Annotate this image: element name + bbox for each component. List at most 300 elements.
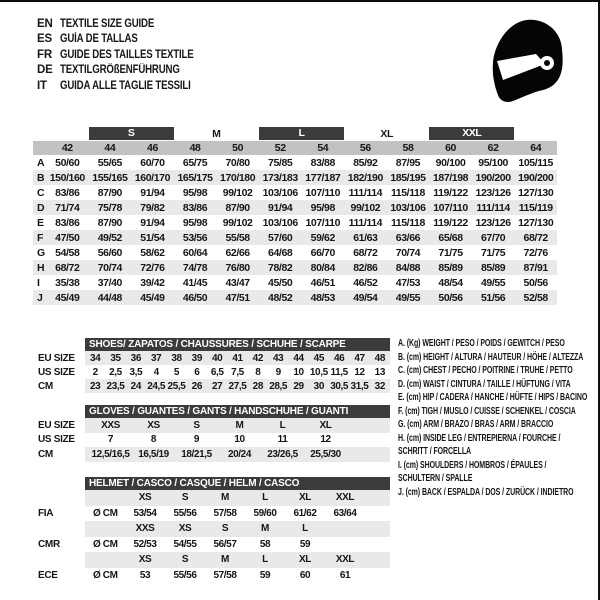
helmet-size-cell: S	[181, 492, 189, 504]
size-value-cell: 115/119	[518, 201, 553, 214]
size-cell: 46	[334, 352, 345, 364]
helmet-value-cell: 61/62	[293, 507, 317, 519]
diameter-unit: Ø CM	[93, 507, 118, 519]
size-value-cell: 70/74	[97, 261, 122, 274]
size-cell: 27,5	[228, 380, 247, 392]
size-group-label: XL	[380, 127, 393, 140]
size-value-cell: 99/102	[350, 201, 381, 214]
size-value-cell: 65/68	[438, 231, 463, 244]
language-row	[37, 32, 219, 48]
size-value-cell: 105/115	[518, 156, 553, 169]
helmet-size-cell: S	[221, 523, 229, 535]
size-value-cell: 85/89	[438, 261, 463, 274]
measurement-row	[33, 245, 557, 260]
size-value-cell: 107/110	[305, 186, 341, 199]
size-value-cell: 187/198	[432, 171, 469, 184]
size-value-cell: 99/102	[222, 186, 253, 199]
size-header-cell: 56	[359, 142, 371, 154]
helmet-rows	[38, 490, 390, 583]
row-values	[85, 418, 390, 433]
size-cell: 11	[277, 434, 288, 446]
size-group-row	[33, 127, 557, 140]
size-value-cell: 54/58	[55, 246, 80, 259]
helmet-value-cell: 54/55	[173, 538, 197, 550]
size-value-cell: 127/130	[518, 186, 554, 199]
size-cell: XS	[147, 419, 160, 431]
size-cell: 40	[212, 352, 223, 364]
size-value-cell: 170/180	[220, 171, 256, 184]
row-values	[85, 365, 390, 379]
size-header-cell: 62	[487, 142, 499, 154]
row-label: US SIZE	[38, 366, 75, 378]
size-cell: 25,5	[167, 380, 186, 392]
language-title: TEXTILGRÖßENFÜHRUNG	[60, 64, 180, 77]
size-value-cell: 50/56	[438, 291, 463, 304]
size-cell: 12	[354, 366, 365, 378]
size-cell: 41	[232, 352, 243, 364]
size-cell: 6	[194, 366, 200, 378]
helmet-size-cell: XXL	[335, 554, 355, 566]
size-cell: 37	[151, 352, 162, 364]
row-values	[85, 490, 390, 506]
helmet-value-cell: 59	[299, 538, 311, 550]
size-cell: 23/26,5	[267, 448, 298, 460]
size-cell: 2,5	[109, 366, 122, 378]
helmet-value-row	[38, 537, 390, 553]
size-value-cell: 123/126	[475, 216, 511, 229]
helmet-size-cell: L	[262, 554, 268, 566]
size-value-cell: 90/100	[435, 156, 466, 169]
standard-label: ECE	[38, 569, 58, 581]
legend-line: G. (cm) ARM / BRAZO / BRAS / ARM / BRACCIO	[398, 419, 554, 430]
size-cell: 26	[191, 380, 202, 392]
measurement-row	[33, 185, 557, 200]
size-value-cell: 64/68	[268, 246, 293, 259]
size-value-cell: 91/94	[140, 186, 165, 199]
size-cell: 45	[313, 352, 324, 364]
size-value-cell: 61/63	[353, 231, 378, 244]
row-label: EU SIZE	[38, 419, 75, 431]
size-row	[38, 379, 390, 393]
main-size-table	[33, 127, 557, 305]
size-value-cell: 66/70	[310, 246, 335, 259]
helmet-value-cell: 59	[259, 569, 271, 581]
helmet-size-row	[38, 490, 390, 506]
size-value-cell: 123/126	[475, 186, 511, 199]
size-value-cell: 84/88	[395, 261, 421, 274]
size-cell: 34	[90, 352, 101, 364]
helmet-size-cell: XS	[178, 523, 192, 535]
size-value-cell: 45/49	[55, 291, 80, 304]
language-code: DE	[37, 64, 53, 77]
size-value-cell: 50/60	[55, 156, 80, 169]
size-value-cell: 103/106	[262, 186, 298, 199]
size-cell: 13	[374, 366, 385, 378]
language-code: ES	[37, 33, 52, 46]
size-value-cell: 87/91	[523, 261, 548, 274]
size-value-cell: 45/50	[268, 276, 293, 289]
row-label: EU SIZE	[38, 352, 75, 364]
size-value-cell: 48/52	[268, 291, 293, 304]
helmet-size-row	[38, 521, 390, 537]
size-value-cell: 48/54	[438, 276, 463, 289]
measurement-row	[33, 200, 557, 215]
legend-line: C. (cm) CHEST / PECHO / POITRINE / TRUHE / PETTO	[398, 365, 573, 376]
size-value-cell: 95/98	[310, 201, 335, 214]
size-value-cell: 44/48	[97, 291, 122, 304]
shoes-title: SHOES/ ZAPATOS / CHAUSSURES / SCHUHE / SCARPE	[85, 338, 390, 351]
size-value-cell: 71/75	[438, 246, 463, 259]
size-value-cell: 57/60	[268, 231, 293, 244]
size-value-cell: 52/58	[523, 291, 548, 304]
measurement-row	[33, 230, 557, 245]
size-cell: M	[235, 419, 244, 431]
size-value-cell: 107/110	[305, 216, 341, 229]
size-value-cell: 55/65	[97, 156, 122, 169]
measurement-row	[33, 290, 557, 305]
gloves-section	[38, 405, 390, 462]
size-cell: 23,5	[106, 380, 125, 392]
legend-line: SCHRITT / FORCELLA	[398, 446, 472, 457]
size-value-cell: 41/45	[182, 276, 208, 289]
shoes-rows	[38, 351, 390, 393]
helmet-size-cell: XL	[299, 554, 311, 566]
helmet-size-cell: XS	[138, 554, 152, 566]
row-values	[85, 447, 390, 462]
diameter-unit: Ø CM	[93, 538, 118, 550]
gloves-rows	[38, 418, 390, 462]
size-cell: 9	[275, 366, 281, 378]
measurement-row-label: B	[37, 171, 45, 184]
size-value-cell: 35/38	[55, 276, 80, 289]
size-header-cell: 46	[147, 142, 158, 154]
measurement-row	[33, 260, 557, 275]
language-title: TEXTILE SIZE GUIDE	[60, 17, 155, 30]
language-code: IT	[37, 79, 47, 92]
legend-line: J. (cm) BACK / ESPALDA / DOS / ZURÜCK / INDIETRO	[398, 486, 574, 498]
row-label	[38, 521, 85, 537]
size-group-label: M	[212, 127, 221, 140]
size-value-cell: 182/190	[347, 171, 383, 184]
size-group-label: S	[89, 127, 174, 140]
size-value-cell: 83/88	[310, 156, 335, 169]
helmet-title: HELMET / CASCO / CASQUE / HELM / CASCO	[85, 477, 390, 490]
size-value-cell: 119/122	[433, 186, 468, 199]
size-cell: 24	[130, 380, 141, 392]
size-cell: 3,5	[129, 366, 143, 378]
size-value-cell: 60/70	[140, 156, 165, 169]
size-value-cell: 185/195	[390, 171, 426, 184]
language-row	[37, 47, 219, 63]
size-cell: 43	[273, 352, 284, 364]
size-value-cell: 68/72	[55, 261, 80, 274]
helmet-value-cell: 57/58	[213, 569, 237, 581]
size-header-cell: 52	[274, 142, 286, 154]
size-cell: 2	[92, 366, 98, 378]
size-value-cell: 99/102	[222, 216, 253, 229]
size-cell: 36	[130, 352, 141, 364]
size-value-cell: 95/100	[478, 156, 508, 169]
measurement-row	[33, 170, 557, 185]
language-title: GUIDA ALLE TAGLIE TESSILI	[60, 79, 191, 92]
helmet-value-cell: 53/54	[133, 507, 157, 519]
size-value-cell: 49/52	[97, 231, 122, 244]
row-values	[85, 568, 390, 584]
size-value-cell: 70/80	[225, 156, 250, 169]
legend-line: F. (cm) TIGH / MUSLO / CUISSE / SCHENKEL / COSCIA	[398, 405, 576, 417]
legend-line: A. (Kg) WEIGHT / PESO / POIDS / GEWITCH / PESO	[398, 338, 565, 349]
size-cell: 12,5/16,5	[91, 448, 130, 460]
measurement-row	[33, 155, 557, 170]
helmet-value-cell: 55/56	[173, 569, 197, 581]
language-code: FR	[37, 48, 52, 61]
size-value-cell: 46/51	[310, 276, 335, 289]
size-value-cell: 67/70	[480, 231, 506, 244]
size-value-cell: 165/175	[177, 171, 213, 184]
size-value-cell: 155/165	[92, 171, 128, 184]
size-row	[38, 418, 390, 433]
size-value-cell: 37/40	[97, 276, 122, 289]
size-header-cell: 58	[402, 142, 414, 154]
measurement-row-label: A	[37, 156, 45, 169]
size-cell: 20/24	[227, 448, 252, 460]
size-value-cell: 68/72	[353, 246, 378, 259]
size-value-cell: 49/54	[353, 291, 378, 304]
helmet-size-cell: L	[262, 492, 268, 504]
size-value-cell: 39/42	[140, 276, 165, 289]
size-header-cell: 48	[189, 142, 201, 154]
size-value-cell: 111/114	[348, 216, 383, 229]
helmet-value-cell: 56/57	[213, 538, 237, 550]
size-value-cell: 76/80	[225, 261, 250, 274]
measurement-row-label: D	[37, 201, 45, 214]
size-value-cell: 75/78	[97, 201, 122, 214]
size-value-cell: 111/114	[348, 186, 383, 199]
size-value-cell: 72/76	[140, 261, 165, 274]
size-group-label: L	[259, 127, 344, 140]
size-value-cell: 74/78	[182, 261, 208, 274]
language-title: GUIDE DES TAILLES TEXTILE	[60, 48, 194, 61]
size-cell: 16,5/19	[138, 448, 169, 460]
size-value-cell: 173/183	[262, 171, 298, 184]
size-value-cell: 55/58	[225, 231, 250, 244]
helmet-value-cell: 52/53	[133, 538, 157, 550]
size-value-cell: 177/187	[305, 171, 341, 184]
legend-line: E. (cm) HIP / CADERA / HANCHE / HÜFTE / HIPS / BACINO	[398, 392, 588, 403]
helmet-size-row	[38, 552, 390, 568]
size-value-cell: 103/106	[390, 201, 426, 214]
size-value-cell: 43/47	[225, 276, 250, 289]
size-cell: 7,5	[231, 366, 244, 378]
size-value-cell: 62/66	[225, 246, 250, 259]
size-header-cell: 64	[530, 142, 542, 154]
size-cell: 39	[191, 352, 202, 364]
size-value-cell: 95/98	[182, 186, 208, 199]
size-cell: 7	[107, 434, 114, 446]
size-value-cell: 46/50	[182, 291, 208, 304]
size-row	[38, 447, 390, 462]
size-value-cell: 87/90	[97, 216, 122, 229]
size-value-cell: 47/50	[55, 231, 80, 244]
legend-line: H. (cm) INSIDE LEG / ENTREPIERNA / FOURCHE /	[398, 432, 561, 444]
measurement-row-label: E	[37, 216, 44, 229]
size-cell: 4	[153, 366, 159, 378]
helmet-size-cell: M	[221, 492, 229, 504]
size-value-cell: 65/75	[182, 156, 208, 169]
measurement-row-label: C	[37, 186, 45, 199]
size-value-cell: 103/106	[262, 216, 298, 229]
diameter-unit: Ø CM	[93, 569, 118, 581]
size-header-cell: 44	[104, 142, 116, 154]
size-cell: 28,5	[269, 380, 288, 392]
size-cell: XL	[319, 419, 332, 431]
size-cell: 25,5/30	[310, 448, 341, 460]
row-values	[85, 379, 390, 393]
helmet-section	[38, 477, 390, 583]
helmet-value-cell: 57/58	[213, 507, 237, 519]
size-value-cell: 63/66	[395, 231, 421, 244]
size-value-cell: 53/56	[182, 231, 208, 244]
row-label	[38, 490, 85, 506]
measurement-row-label: G	[37, 246, 45, 259]
size-cell: 6,5	[210, 366, 224, 378]
helmet-size-cell: XS	[138, 492, 152, 504]
size-cell: 38	[171, 352, 182, 364]
size-value-cell: 71/74	[55, 201, 80, 214]
size-cell: XXS	[101, 419, 120, 431]
size-value-cell: 91/94	[140, 216, 165, 229]
helmet-value-cell: 60	[299, 569, 311, 581]
row-label: US SIZE	[38, 434, 75, 446]
row-label: CM	[38, 448, 53, 460]
size-value-cell: 45/49	[140, 291, 165, 304]
legend-line: SCHULTERN / SPALLE	[398, 473, 473, 484]
size-value-cell: 59/62	[310, 231, 335, 244]
measurement-row	[33, 215, 557, 230]
size-cell: 24,5	[147, 380, 166, 392]
language-title: GUÍA DE TALLAS	[60, 33, 138, 46]
size-value-cell: 190/200	[518, 171, 554, 184]
size-value-cell: 119/122	[433, 216, 468, 229]
helmet-value-cell: 58	[259, 538, 271, 550]
size-cell: 44	[293, 352, 304, 364]
size-row	[38, 351, 390, 365]
size-cell: 18/21,5	[181, 448, 212, 460]
standard-label: FIA	[38, 507, 54, 519]
row-values	[85, 537, 390, 553]
size-value-cell: 83/86	[55, 186, 80, 199]
size-cell: 27	[212, 380, 223, 392]
measurement-row-label: J	[37, 291, 43, 304]
legend-line: B. (cm) HEIGHT / ALTURA / HAUTEUR / HÖHE / ALTEZZA	[398, 351, 584, 363]
legend-line: D. (cm) WAIST / CINTURA / TAILLE / HÜFTUNG / VITA	[398, 378, 571, 390]
helmet-size-cell: M	[261, 523, 269, 535]
size-cell: 29	[293, 380, 304, 392]
helmet-size-cell: S	[181, 554, 189, 566]
size-cell: 31,5	[350, 380, 369, 392]
size-value-cell: 51/54	[140, 231, 165, 244]
size-value-cell: 107/110	[433, 201, 468, 214]
size-cell: 35	[110, 352, 121, 364]
size-value-cell: 48/53	[310, 291, 335, 304]
size-value-cell: 51/56	[480, 291, 506, 304]
size-value-cell: 91/94	[268, 201, 293, 214]
size-cell: 30,5	[330, 380, 349, 392]
size-cell: L	[279, 419, 286, 431]
size-value-cell: 87/90	[97, 186, 122, 199]
size-cell: 47	[354, 352, 365, 364]
gloves-title: GLOVES / GUANTES / GANTS / HANDSCHUHE / GUANTI	[85, 405, 390, 418]
helmet-value-cell: 53	[139, 569, 151, 581]
size-value-cell: 111/114	[476, 201, 510, 214]
size-cell: 42	[252, 352, 263, 364]
row-label	[38, 552, 85, 568]
language-row	[37, 78, 219, 94]
size-cell: 10	[234, 434, 245, 446]
size-value-cell: 87/90	[225, 201, 250, 214]
row-label: CM	[38, 380, 53, 392]
top-border	[0, 0, 600, 2]
language-list	[37, 16, 219, 94]
size-header-cell: 42	[61, 142, 73, 154]
size-group-label: XXL	[429, 127, 514, 140]
size-cell: 9	[193, 434, 200, 446]
measurement-row-label: H	[37, 261, 45, 274]
size-value-cell: 49/55	[480, 276, 506, 289]
helmet-size-cell: M	[221, 554, 229, 566]
size-value-cell: 78/82	[268, 261, 293, 274]
size-value-cell: 115/118	[390, 186, 425, 199]
size-value-cell: 95/98	[182, 216, 208, 229]
size-cell: 48	[374, 352, 385, 364]
row-values	[85, 433, 390, 448]
helmet-value-cell: 61	[339, 569, 351, 581]
row-values	[85, 351, 390, 365]
size-row	[38, 433, 390, 448]
size-cell: S	[193, 419, 200, 431]
size-value-cell: 75/85	[268, 156, 293, 169]
racing-helmet-icon	[491, 17, 563, 103]
shoes-section	[38, 338, 390, 393]
size-value-cell: 47/51	[225, 291, 250, 304]
size-value-cell: 56/60	[97, 246, 122, 259]
size-value-cell: 85/89	[480, 261, 506, 274]
size-value-cell: 80/84	[310, 261, 335, 274]
row-values	[85, 521, 390, 537]
size-header-cell: 50	[232, 142, 244, 154]
size-value-cell: 190/200	[475, 171, 511, 184]
size-value-cell: 70/74	[395, 246, 421, 259]
standard-label: CMR	[38, 538, 60, 550]
helmet-size-cell: L	[302, 523, 308, 535]
size-value-cell: 49/55	[395, 291, 421, 304]
helmet-size-cell: XL	[299, 492, 311, 504]
language-row	[37, 63, 219, 79]
row-values	[85, 506, 390, 522]
helmet-value-cell: 63/64	[333, 507, 357, 519]
language-code: EN	[37, 17, 53, 30]
size-value-cell: 115/118	[390, 216, 425, 229]
size-value-cell: 85/92	[353, 156, 378, 169]
size-value-cell: 83/86	[182, 201, 208, 214]
size-value-cell: 58/62	[140, 246, 165, 259]
helmet-value-cell: 59/60	[253, 507, 277, 519]
size-value-cell: 127/130	[518, 216, 554, 229]
size-value-cell: 46/52	[353, 276, 378, 289]
size-value-cell: 72/76	[523, 246, 548, 259]
measurement-row-label: I	[37, 276, 40, 289]
size-value-cell: 79/82	[140, 201, 165, 214]
